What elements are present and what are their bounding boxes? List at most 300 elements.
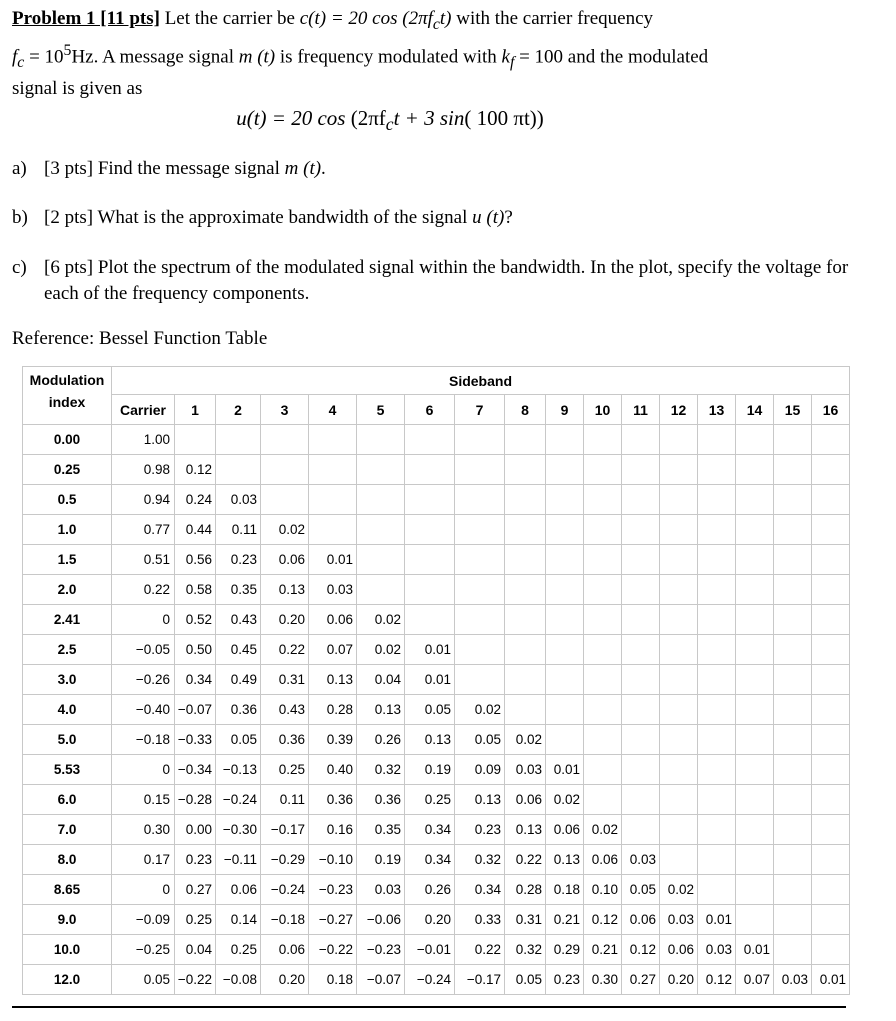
problem-text: with the carrier frequency (451, 8, 654, 29)
sideband-cell: 0.21 (546, 905, 584, 935)
sideband-cell (622, 635, 660, 665)
sideband-cell (660, 545, 698, 575)
sideband-cell (622, 785, 660, 815)
sideband-cell (309, 485, 357, 515)
sideband-cell (812, 935, 850, 965)
sideband-cell (357, 425, 405, 455)
sideband-cell (774, 755, 812, 785)
sideband-cell (774, 935, 812, 965)
sideband-cell: 0.19 (405, 755, 455, 785)
sideband-cell: −0.24 (405, 965, 455, 995)
sideband-cell: 0.01 (405, 665, 455, 695)
modulation-index-cell: 2.0 (23, 575, 112, 605)
sideband-cell: 0.24 (175, 485, 216, 515)
sideband-cell (505, 485, 546, 515)
sideband-cell (774, 785, 812, 815)
sideband-cell (546, 455, 584, 485)
sideband-cell (660, 725, 698, 755)
sideband-cell: −0.10 (309, 845, 357, 875)
sideband-cell (622, 605, 660, 635)
sideband-cell: 0.36 (216, 695, 261, 725)
sideband-cell: 0.22 (261, 635, 309, 665)
sideband-cell: 0.30 (584, 965, 622, 995)
table-row (23, 905, 850, 935)
sideband-cell: 0.35 (216, 575, 261, 605)
sideband-cell: 0.25 (216, 935, 261, 965)
sideband-cell: 0.03 (216, 485, 261, 515)
sideband-cell: 0.03 (309, 575, 357, 605)
sideband-cell: 0.28 (309, 695, 357, 725)
part-c: c) [6 pts] Plot the spectrum of the modulated signal within the bandwidth. In the plot, specify the voltage for each of the frequency components. (12, 257, 849, 304)
carrier-cell: 1.00 (112, 425, 175, 455)
modulation-index-cell: 8.0 (23, 845, 112, 875)
sideband-cell: 0.02 (505, 725, 546, 755)
modulation-index-cell: 9.0 (23, 905, 112, 935)
sideband-cell: 0.12 (175, 455, 216, 485)
sideband-cell (660, 755, 698, 785)
sideband-cell: 0.13 (309, 665, 357, 695)
sideband-cell (622, 755, 660, 785)
sideband-cell (812, 455, 850, 485)
part-a: a) [3 pts] Find the message signal m (t). (12, 156, 872, 182)
sideband-cell (584, 515, 622, 545)
sideband-cell (698, 665, 736, 695)
sideband-cell: 0.05 (405, 695, 455, 725)
sideband-cell: −0.24 (261, 875, 309, 905)
sideband-cell (546, 575, 584, 605)
sideband-cell (774, 485, 812, 515)
sideband-cell: 0.52 (175, 605, 216, 635)
sideband-cell: 0.02 (357, 605, 405, 635)
sideband-cell: 0.49 (216, 665, 261, 695)
sideband-cell (774, 695, 812, 725)
sideband-cell: 0.27 (622, 965, 660, 995)
carrier-cell: −0.25 (112, 935, 175, 965)
sideband-cell (546, 515, 584, 545)
part-letter: b) (12, 207, 28, 228)
sideband-cell (660, 455, 698, 485)
sideband-cell: −0.27 (309, 905, 357, 935)
sideband-cell (774, 575, 812, 605)
message-signal-var: m (t) (238, 46, 276, 68)
sideband-cell (546, 725, 584, 755)
sideband-cell: 0.25 (175, 905, 216, 935)
sideband-cell: 0.14 (216, 905, 261, 935)
modulation-index-cell: 0.5 (23, 485, 112, 515)
part-letter: c) (12, 257, 27, 278)
carrier-cell: 0.77 (112, 515, 175, 545)
reference-caption: Reference: Bessel Function Table (12, 328, 268, 349)
sideband-cell (584, 455, 622, 485)
sideband-cell (698, 485, 736, 515)
sideband-cell (584, 485, 622, 515)
sideband-number-header: 8 (505, 395, 546, 425)
modulation-index-cell: 10.0 (23, 935, 112, 965)
sideband-cell: 0.36 (261, 725, 309, 755)
sideband-cell (405, 575, 455, 605)
sideband-cell: 0.31 (505, 905, 546, 935)
table-row (23, 725, 850, 755)
sideband-cell: 0.40 (309, 755, 357, 785)
sideband-cell: 0.44 (175, 515, 216, 545)
sideband-cell (546, 425, 584, 455)
sideband-cell: 0.36 (357, 785, 405, 815)
sideband-cell: 0.00 (175, 815, 216, 845)
sideband-number-header: 13 (698, 395, 736, 425)
sideband-cell (455, 485, 505, 515)
sideband-cell (622, 725, 660, 755)
sideband-cell: 0.03 (622, 845, 660, 875)
sideband-cell (736, 725, 774, 755)
sideband-cell (774, 845, 812, 875)
sideband-cell: 0.18 (546, 875, 584, 905)
sideband-cell: 0.06 (216, 875, 261, 905)
sideband-cell (774, 665, 812, 695)
sideband-cell (405, 455, 455, 485)
sideband-cell: 0.43 (261, 695, 309, 725)
sideband-cell (175, 425, 216, 455)
sideband-cell: 0.19 (357, 845, 405, 875)
sideband-cell (357, 575, 405, 605)
problem-statement (12, 6, 872, 102)
sideband-cell (505, 515, 546, 545)
sideband-cell: 0.06 (546, 815, 584, 845)
sideband-cell (660, 665, 698, 695)
modulation-index-cell: 6.0 (23, 785, 112, 815)
modulation-index-cell: 5.53 (23, 755, 112, 785)
sideband-cell (357, 545, 405, 575)
sideband-cell (505, 695, 546, 725)
sideband-cell: 0.11 (261, 785, 309, 815)
sideband-cell: −0.11 (216, 845, 261, 875)
fc-value: = 10 (24, 46, 64, 68)
sideband-cell (698, 575, 736, 605)
sideband-cell (660, 605, 698, 635)
sideband-number-header: 9 (546, 395, 584, 425)
sideband-cell (812, 665, 850, 695)
sideband-cell (660, 485, 698, 515)
table-row (23, 875, 850, 905)
sideband-cell: 0.13 (405, 725, 455, 755)
sideband-cell (774, 725, 812, 755)
sideband-cell (774, 455, 812, 485)
sideband-cell (774, 545, 812, 575)
sideband-cell: 0.34 (405, 845, 455, 875)
sideband-cell: 0.02 (357, 635, 405, 665)
sideband-cell (660, 635, 698, 665)
sideband-cell (660, 845, 698, 875)
sideband-cell (736, 665, 774, 695)
sideband-cell (660, 695, 698, 725)
sideband-cell: −0.08 (216, 965, 261, 995)
table-row (23, 605, 850, 635)
sideband-cell (455, 635, 505, 665)
modulation-index-cell: 4.0 (23, 695, 112, 725)
sideband-cell (812, 605, 850, 635)
modulation-index-header: Modulation index (23, 367, 112, 425)
sideband-cell: 0.06 (261, 545, 309, 575)
sideband-cell: 0.34 (455, 875, 505, 905)
sideband-cell: 0.11 (216, 515, 261, 545)
sideband-cell (698, 425, 736, 455)
sideband-cell: 0.39 (309, 725, 357, 755)
sideband-cell (309, 455, 357, 485)
modulation-index-cell: 8.65 (23, 875, 112, 905)
sideband-cell (812, 545, 850, 575)
sideband-cell: −0.17 (261, 815, 309, 845)
sideband-cell (622, 515, 660, 545)
sideband-cell: 0.06 (660, 935, 698, 965)
sideband-cell (774, 605, 812, 635)
sideband-cell (216, 455, 261, 485)
sideband-cell: 0.03 (698, 935, 736, 965)
sideband-number-header: 4 (309, 395, 357, 425)
table-row (23, 935, 850, 965)
column-header-row (23, 395, 850, 425)
sideband-cell: −0.34 (175, 755, 216, 785)
table-row (23, 635, 850, 665)
sideband-cell: −0.33 (175, 725, 216, 755)
sideband-cell (812, 575, 850, 605)
sideband-cell (698, 815, 736, 845)
sideband-cell: 0.06 (261, 935, 309, 965)
sideband-cell: 0.06 (505, 785, 546, 815)
table-row (23, 545, 850, 575)
sideband-cell: 0.03 (357, 875, 405, 905)
sideband-cell: 0.25 (261, 755, 309, 785)
carrier-cell: 0 (112, 755, 175, 785)
modulation-index-cell: 12.0 (23, 965, 112, 995)
table-row (23, 785, 850, 815)
sideband-cell (622, 695, 660, 725)
sideband-cell (774, 905, 812, 935)
sideband-cell (660, 425, 698, 455)
table-row (23, 665, 850, 695)
sideband-cell (546, 545, 584, 575)
sideband-cell: 0.01 (546, 755, 584, 785)
sideband-cell (812, 695, 850, 725)
sideband-cell (505, 575, 546, 605)
carrier-cell: 0.05 (112, 965, 175, 995)
sideband-cell (736, 695, 774, 725)
sideband-cell: 0.07 (309, 635, 357, 665)
sideband-cell: −0.30 (216, 815, 261, 845)
carrier-cell: 0.51 (112, 545, 175, 575)
sideband-cell (812, 515, 850, 545)
sideband-cell: 0.13 (357, 695, 405, 725)
sideband-header: Sideband (112, 367, 850, 395)
sideband-cell (405, 425, 455, 455)
sideband-cell (622, 485, 660, 515)
sideband-cell: 0.26 (357, 725, 405, 755)
table-row (23, 515, 850, 545)
sideband-cell (546, 635, 584, 665)
carrier-cell: −0.26 (112, 665, 175, 695)
modulation-index-cell: 3.0 (23, 665, 112, 695)
modulated-signal-equation: u(t) = 20 $\cos (2\pi f_ct + 3$ sin( 100 πt)) (236, 106, 544, 135)
sideband-cell: 0.23 (216, 545, 261, 575)
sideband-number-header: 6 (405, 395, 455, 425)
sideband-cell (622, 425, 660, 455)
sideband-cell (622, 545, 660, 575)
carrier-expression: c(t) = 20 $\cos (2\pi f_ct)$ (299, 8, 452, 33)
sideband-cell (357, 515, 405, 545)
sideband-cell (584, 755, 622, 785)
sideband-cell: 0.23 (546, 965, 584, 995)
sideband-cell (584, 785, 622, 815)
sideband-cell (505, 605, 546, 635)
sideband-cell: 0.20 (261, 965, 309, 995)
sideband-number-header: 15 (774, 395, 812, 425)
sideband-cell (812, 875, 850, 905)
sideband-cell (736, 815, 774, 845)
sideband-cell (812, 725, 850, 755)
sideband-cell (698, 515, 736, 545)
sideband-cell (546, 485, 584, 515)
sideband-cell (584, 545, 622, 575)
sideband-number-header: 10 (584, 395, 622, 425)
sideband-cell: −0.18 (261, 905, 309, 935)
sideband-number-header: 2 (216, 395, 261, 425)
sideband-cell: 0.02 (261, 515, 309, 545)
sideband-cell: 0.04 (357, 665, 405, 695)
sideband-cell: 0.03 (505, 755, 546, 785)
sideband-cell (584, 425, 622, 455)
sideband-cell: −0.29 (261, 845, 309, 875)
sideband-cell (736, 575, 774, 605)
sideband-cell (660, 815, 698, 845)
sideband-cell (505, 635, 546, 665)
modulation-index-cell: 0.25 (23, 455, 112, 485)
modulation-index-cell: 1.5 (23, 545, 112, 575)
sideband-cell: 0.12 (584, 905, 622, 935)
sideband-cell (546, 605, 584, 635)
sideband-cell: 0.10 (584, 875, 622, 905)
sideband-cell (584, 725, 622, 755)
sideband-cell (698, 785, 736, 815)
sideband-cell: 0.02 (584, 815, 622, 845)
sideband-cell: 0.13 (505, 815, 546, 845)
sideband-cell: 0.01 (698, 905, 736, 935)
table-row (23, 575, 850, 605)
table-row (23, 845, 850, 875)
sideband-cell: 0.36 (309, 785, 357, 815)
sideband-cell: 0.13 (546, 845, 584, 875)
sideband-cell (812, 845, 850, 875)
sideband-cell (309, 515, 357, 545)
sideband-cell (660, 785, 698, 815)
sideband-cell: 0.06 (309, 605, 357, 635)
carrier-cell: 0.15 (112, 785, 175, 815)
sideband-cell (455, 545, 505, 575)
sideband-cell (546, 665, 584, 695)
modulation-index-cell: 0.00 (23, 425, 112, 455)
sideband-cell: −0.24 (216, 785, 261, 815)
sideband-cell (774, 515, 812, 545)
sideband-cell (455, 575, 505, 605)
sideband-cell (455, 515, 505, 545)
sideband-cell: 0.34 (405, 815, 455, 845)
sideband-cell (812, 815, 850, 845)
sideband-cell: 0.35 (357, 815, 405, 845)
sideband-cell (505, 545, 546, 575)
sideband-cell: 0.33 (455, 905, 505, 935)
sideband-cell (261, 455, 309, 485)
fc-exponent: 5 (63, 41, 72, 59)
sideband-cell: −0.07 (175, 695, 216, 725)
sideband-cell (405, 605, 455, 635)
sideband-cell: 0.58 (175, 575, 216, 605)
modulation-index-cell: 2.5 (23, 635, 112, 665)
sideband-cell (736, 605, 774, 635)
sideband-cell (622, 575, 660, 605)
sideband-cell (405, 485, 455, 515)
sideband-cell: −0.23 (309, 875, 357, 905)
carrier-cell: 0.22 (112, 575, 175, 605)
sideband-cell (812, 635, 850, 665)
sideband-cell (357, 455, 405, 485)
sideband-cell: 0.13 (455, 785, 505, 815)
sideband-cell: 0.20 (660, 965, 698, 995)
sideband-cell (584, 695, 622, 725)
sideband-cell (584, 605, 622, 635)
sideband-cell: 0.05 (216, 725, 261, 755)
sideband-cell: 0.29 (546, 935, 584, 965)
sideband-cell (622, 665, 660, 695)
problem-text: Let the carrier be (159, 8, 300, 29)
sideband-cell: 0.31 (261, 665, 309, 695)
sideband-cell (736, 545, 774, 575)
carrier-cell: −0.05 (112, 635, 175, 665)
sideband-cell: 0.05 (622, 875, 660, 905)
sideband-cell (736, 425, 774, 455)
sideband-cell (698, 755, 736, 785)
kf-value: = 100 and the modulated (514, 46, 709, 68)
sideband-cell (309, 425, 357, 455)
carrier-cell: 0.17 (112, 845, 175, 875)
problem-text: signal is given as (12, 77, 143, 99)
carrier-cell: 0 (112, 875, 175, 905)
sideband-number-header: 14 (736, 395, 774, 425)
sideband-cell: −0.22 (309, 935, 357, 965)
sideband-cell (736, 455, 774, 485)
sideband-cell: 0.26 (405, 875, 455, 905)
sideband-cell (736, 755, 774, 785)
sideband-cell (455, 425, 505, 455)
sideband-cell: 0.32 (505, 935, 546, 965)
sideband-cell (261, 425, 309, 455)
carrier-cell: 0.30 (112, 815, 175, 845)
sideband-cell: 0.06 (584, 845, 622, 875)
kf-subscript: f (509, 53, 515, 71)
part-letter: a) (12, 158, 27, 179)
sideband-cell (698, 635, 736, 665)
sideband-cell (736, 845, 774, 875)
sideband-cell: 0.22 (455, 935, 505, 965)
sideband-cell (505, 455, 546, 485)
bessel-function-table (22, 366, 850, 995)
sideband-cell: 0.45 (216, 635, 261, 665)
sideband-cell (660, 575, 698, 605)
sideband-cell (455, 455, 505, 485)
sideband-cell (698, 875, 736, 905)
sideband-cell (660, 515, 698, 545)
sideband-cell: 0.16 (309, 815, 357, 845)
sideband-cell: −0.22 (175, 965, 216, 995)
sideband-cell: 0.01 (309, 545, 357, 575)
sideband-cell (698, 545, 736, 575)
table-row (23, 815, 850, 845)
